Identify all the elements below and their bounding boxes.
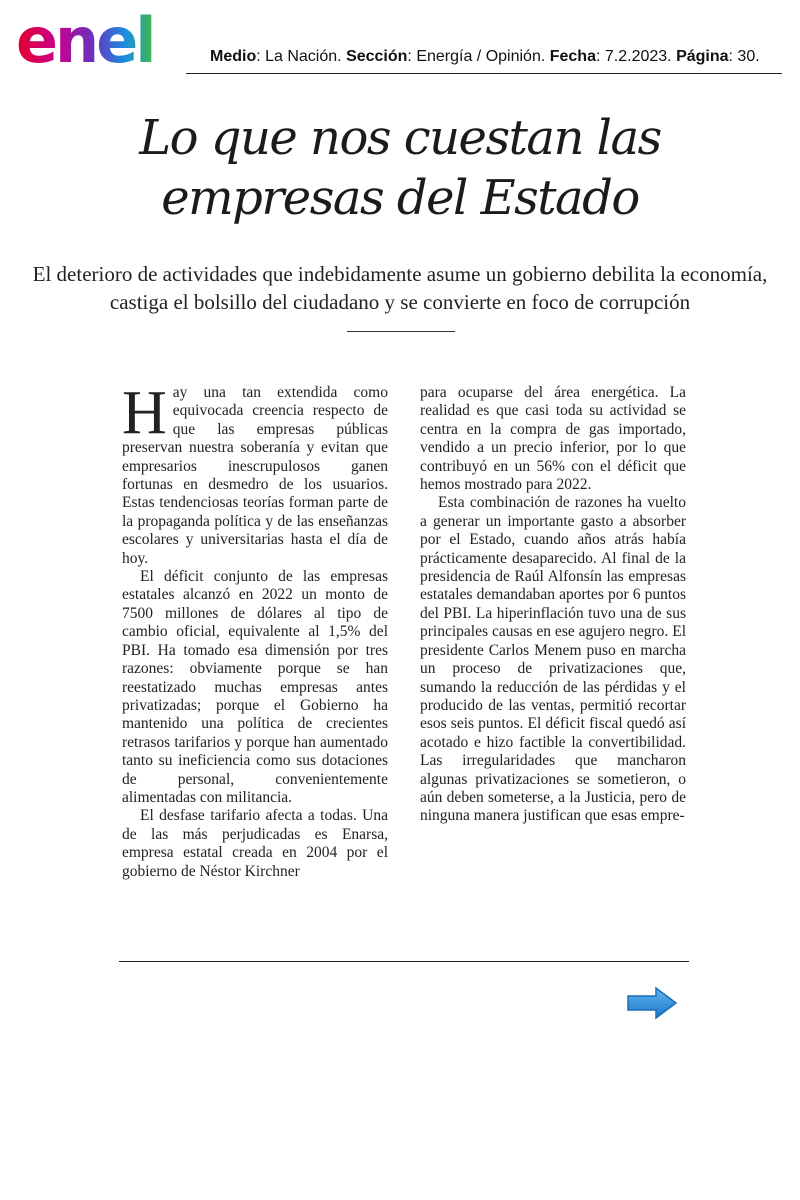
page-header	[16, 6, 786, 74]
article-paragraph: El desfase tarifario afecta a todas. Una de las más perjudicadas es Enarsa, empresa estatal creada en 2004 por el gobierno de Néstor Kirchner	[122, 807, 388, 880]
header-divider	[186, 73, 782, 74]
article-headline: Lo que nos cuestan las empresas del Estado	[139, 110, 661, 226]
enel-logo	[16, 6, 191, 70]
drop-cap: H	[122, 379, 167, 447]
article-paragraph: El déficit conjunto de las empresas estatales alcanzó en 2022 un monto de 7500 millones de dólares al tipo de cambio oficial, equivalente al 1,5% del PBI. Ha tomado esa dimensión por tres razones: obviamente porque se han reestatizado muchas empresas antes privatizadas; porque el Gobierno ha mantenido una política de crecientes retrasos tarifarios y porque han aumentado tanto su ineficiencia como sus dotaciones de personal, convenientemente alimentadas con militancia.	[122, 568, 388, 806]
article-subhead: El deterioro de actividades que indebidamente asume un gobierno debilita la economía, castiga el bolsillo del ciudadano y se convierte en foco de corrupción	[32, 262, 768, 314]
article-paragraph: para ocuparse del área energética. La realidad es que casi toda su actividad se centra en la compra de gas importado, vendido a un precio inferior, por lo que contribuyó en un 56% con el déficit que hemos mostrado para 2022.	[420, 384, 686, 494]
arrow-right-icon[interactable]	[626, 986, 678, 1020]
medio-label: Medio	[210, 48, 257, 65]
article-column-right	[420, 384, 686, 826]
article-column-left	[122, 379, 388, 881]
article-paragraph: Hay una tan extendida como equivocada creencia respecto de que las empresas públicas preservan nuestra soberanía y evitan que empresarios inescrupulosos ganen fortunas en desmedro de los usuarios. Estas tendenciosas teorías forman parte de la propaganda política y de las enseñanzas escolares y universitarias hasta el día de hoy.	[122, 379, 388, 567]
article-bottom-divider	[119, 961, 689, 962]
medio-value: La Nación.	[265, 48, 342, 65]
seccion-label: Sección	[346, 48, 408, 65]
seccion-value: Energía / Opinión.	[416, 48, 546, 65]
subhead-divider	[347, 331, 455, 332]
fecha-label: Fecha	[549, 48, 596, 65]
publication-meta: Medio: La Nación. Sección: Energía / Opinión. Fecha: 7.2.2023. Página: 30.	[210, 48, 760, 65]
fecha-value: 7.2.2023.	[604, 48, 672, 65]
pagina-value: 30.	[737, 48, 760, 65]
svg-text:enel: enel	[16, 6, 154, 70]
article-paragraph: Esta combinación de razones ha vuelto a generar un importante gasto a absorber por el Estado, cuando años atrás había prácticamente desaparecido. Al final de la presidencia de Raúl Alfonsín las empresas estatales demandaban aportes por 6 puntos del PBI. La hiperinflación tuvo una de sus principales causas en ese agujero negro. El presidente Carlos Menem puso en marcha un proceso de privatizaciones que, sumando la reducción de las pérdidas y el producido de las ventas, permitió recortar esos seis puntos. El déficit fiscal quedó así acotado e hizo factible la convertibilidad. Las irregularidades que mancharon algunas privatizaciones se sometieron, o aún deben someterse, a la Justicia, pero de ninguna manera justifican que esas empre-	[420, 494, 686, 825]
pagina-label: Página	[676, 48, 729, 65]
